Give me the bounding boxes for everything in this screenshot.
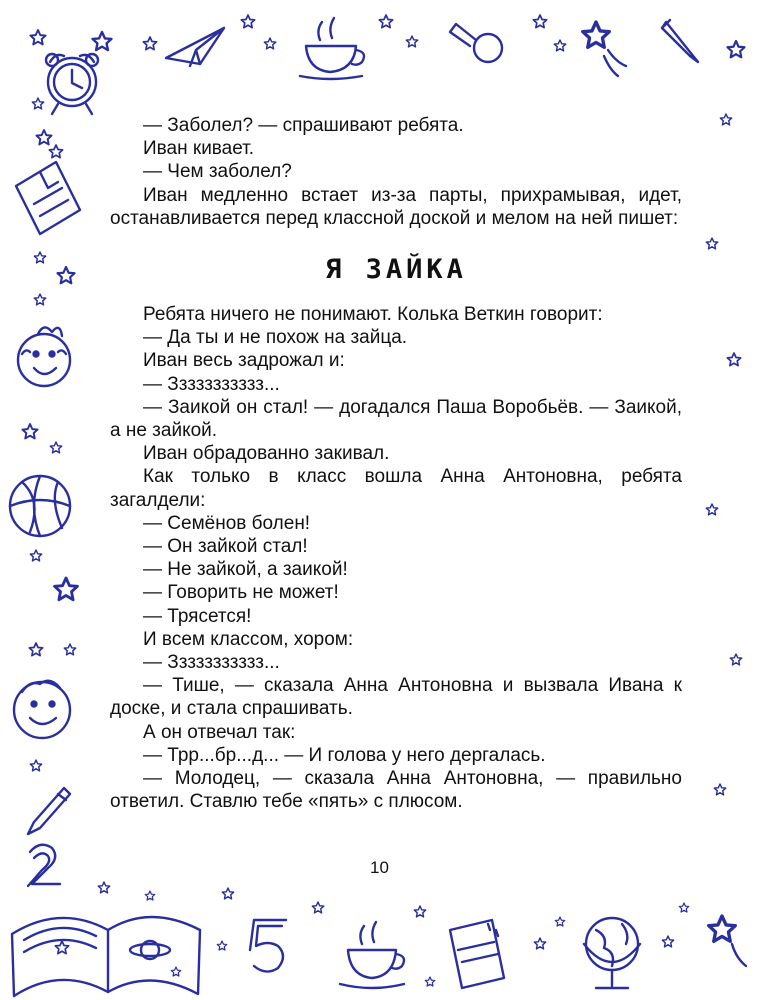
paper-plane-icon	[166, 28, 224, 66]
coffee-cup-icon	[340, 922, 404, 988]
alarm-clock-icon	[46, 54, 98, 114]
paragraph: — Он зайкой стал!	[143, 536, 308, 558]
girl-face-icon	[18, 327, 70, 386]
paragraph: Как только в класс вошла Анна Антоновна, ребята загалдели:	[110, 466, 682, 511]
paragraph: — Да ты и не похож на зайца.	[143, 327, 408, 349]
star-icon	[22, 145, 77, 771]
page-number: 10	[370, 858, 389, 877]
story-text	[110, 114, 682, 813]
paragraph: — Молодец, — сказала Анна Антоновна, — правильно ответил. Ставлю тебе «пять» с плюсом.	[110, 768, 682, 813]
boy-face-icon	[14, 681, 70, 738]
paragraph: — Заболел? — спрашивают ребята.	[143, 115, 464, 136]
paragraph: Иван медленно встает из-за парты, прихрамывая, идет, останавливается перед классной доской и мелом на ней пишет:	[110, 184, 682, 229]
paragraph: Иван кивает.	[143, 138, 255, 160]
number-five-icon	[250, 920, 286, 972]
chalkboard-heading: Я ЗАЙКА	[325, 254, 467, 286]
paragraph: — Ззззззззззз...	[143, 373, 280, 395]
shooting-star-icon	[583, 22, 626, 76]
paragraph: Ребята ничего не понимают. Колька Веткин говорит:	[143, 304, 603, 326]
globe-icon	[584, 918, 640, 988]
paragraph: Иван весь задрожал и:	[143, 350, 345, 372]
notebook-icon	[450, 920, 504, 988]
open-book-icon	[12, 917, 200, 996]
pen-icon	[662, 20, 698, 62]
paragraph: — Не зайкой, а заикой!	[143, 559, 348, 581]
coffee-cup-icon	[300, 18, 364, 79]
paragraph: — Ззззззззззз...	[143, 652, 280, 674]
shooting-star-icon	[709, 916, 746, 966]
star-icon	[706, 114, 741, 795]
paragraph: — Чем заболел?	[143, 161, 292, 183]
paragraph: — Заикой он стал! — догадался Паша Воробьёв. — Заикой, а не зайкой.	[110, 396, 682, 442]
paragraph: — Говорить не может!	[143, 582, 339, 604]
paragraph: А он отвечал так:	[143, 721, 296, 743]
paragraph: — Тише, — сказала Анна Антоновна и вызвала Ивана к доске, и стала спрашивать.	[110, 675, 682, 720]
note-icon	[16, 162, 80, 234]
paragraph: И всем классом, хором:	[143, 628, 354, 650]
paragraph: — Трясется!	[143, 605, 252, 627]
magnifier-icon	[450, 24, 502, 62]
paragraph: — Трр...бр...д... — И голова у него дергалась.	[143, 744, 546, 766]
basketball-icon	[10, 476, 70, 536]
paragraph: Иван обрадованно закивал.	[143, 443, 390, 465]
paragraph: — Семёнов болен!	[143, 512, 311, 534]
pencil-icon	[28, 788, 70, 834]
